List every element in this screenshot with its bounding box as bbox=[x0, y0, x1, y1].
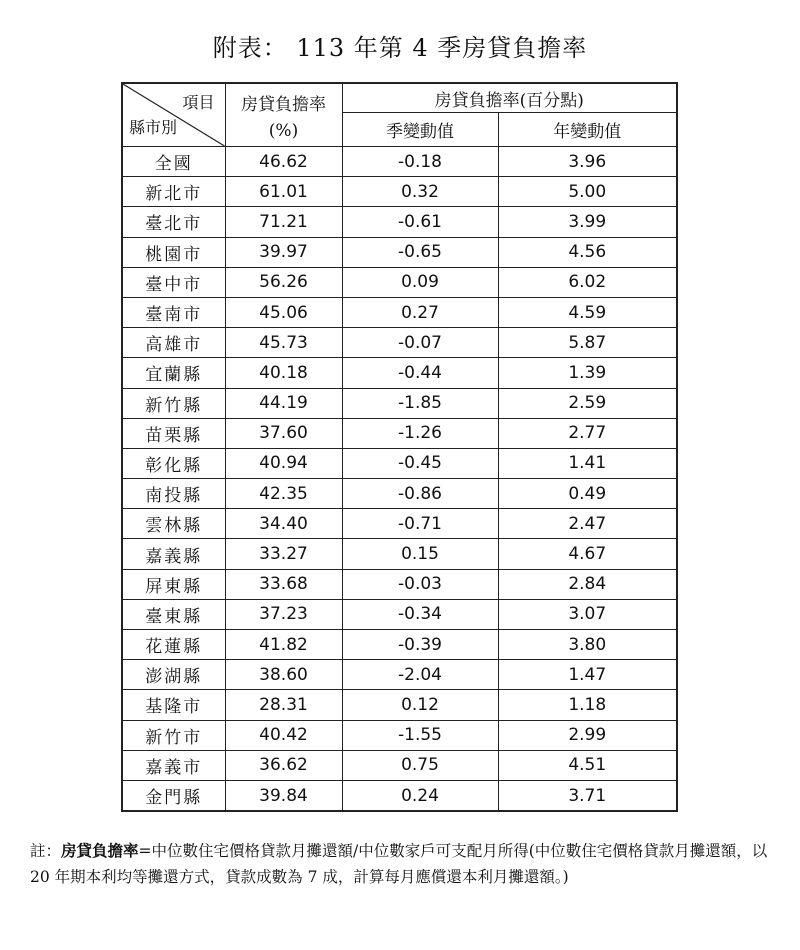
rate-cell: 45.73 bbox=[225, 328, 342, 358]
footnote bbox=[30, 838, 775, 890]
table-body bbox=[122, 147, 677, 812]
region-cell: 屏東縣 bbox=[122, 569, 225, 599]
region-cell: 新竹縣 bbox=[122, 388, 225, 418]
table-row bbox=[122, 690, 677, 720]
yoy-cell: 1.39 bbox=[498, 358, 677, 388]
region-cell: 宜蘭縣 bbox=[122, 358, 225, 388]
table-row bbox=[122, 630, 677, 660]
rate-cell: 38.60 bbox=[225, 660, 342, 690]
region-cell: 新北市 bbox=[122, 177, 225, 207]
table-row bbox=[122, 358, 677, 388]
rate-cell: 33.27 bbox=[225, 539, 342, 569]
region-cell: 高雄市 bbox=[122, 328, 225, 358]
qoq-cell: -0.18 bbox=[342, 147, 498, 177]
region-cell: 嘉義市 bbox=[122, 750, 225, 780]
rate-cell: 34.40 bbox=[225, 509, 342, 539]
qoq-cell: -0.03 bbox=[342, 569, 498, 599]
qoq-cell: 0.09 bbox=[342, 267, 498, 297]
qoq-cell: -0.45 bbox=[342, 448, 498, 478]
header-rate bbox=[225, 83, 342, 147]
qoq-cell: -0.71 bbox=[342, 509, 498, 539]
region-cell: 新竹市 bbox=[122, 720, 225, 750]
table-row bbox=[122, 509, 677, 539]
region-cell: 澎湖縣 bbox=[122, 660, 225, 690]
region-cell: 臺北市 bbox=[122, 207, 225, 237]
footnote-term: 房貸負擔率 bbox=[61, 841, 139, 860]
yoy-cell: 6.02 bbox=[498, 267, 677, 297]
header-change-label: 房貸負擔率(百分點) bbox=[342, 83, 677, 113]
table-row bbox=[122, 177, 677, 207]
yoy-cell: 2.47 bbox=[498, 509, 677, 539]
qoq-cell: -1.55 bbox=[342, 720, 498, 750]
region-cell: 南投縣 bbox=[122, 479, 225, 509]
region-cell: 臺東縣 bbox=[122, 599, 225, 629]
table-row bbox=[122, 569, 677, 599]
region-cell: 花蓮縣 bbox=[122, 630, 225, 660]
yoy-cell: 1.47 bbox=[498, 660, 677, 690]
rate-cell: 56.26 bbox=[225, 267, 342, 297]
header-rate-unit: (%) bbox=[268, 120, 299, 141]
table-row bbox=[122, 599, 677, 629]
yoy-cell: 3.71 bbox=[498, 780, 677, 811]
footnote-text: =中位數住宅價格貸款月攤還額/中位數家戶可支配月所得(中位數住宅價格貸款月攤還額，以 20 年期本利均等攤還方式，貸款成數為 7 成，計算每月應償還本利月攤還額。) bbox=[30, 842, 768, 886]
qoq-cell: 0.75 bbox=[342, 750, 498, 780]
table-row bbox=[122, 147, 677, 177]
rate-cell: 61.01 bbox=[225, 177, 342, 207]
yoy-cell: 4.56 bbox=[498, 237, 677, 267]
yoy-cell: 3.07 bbox=[498, 599, 677, 629]
qoq-cell: -0.61 bbox=[342, 207, 498, 237]
yoy-cell: 2.99 bbox=[498, 720, 677, 750]
rate-cell: 37.23 bbox=[225, 599, 342, 629]
header-rate-label: 房貸負擔率 bbox=[241, 94, 326, 115]
table-row bbox=[122, 479, 677, 509]
mortgage-burden-table bbox=[121, 82, 678, 812]
yoy-cell: 4.67 bbox=[498, 539, 677, 569]
rate-cell: 37.60 bbox=[225, 418, 342, 448]
rate-cell: 39.84 bbox=[225, 780, 342, 811]
yoy-cell: 1.41 bbox=[498, 448, 677, 478]
qoq-cell: -0.44 bbox=[342, 358, 498, 388]
yoy-cell: 2.59 bbox=[498, 388, 677, 418]
rate-cell: 28.31 bbox=[225, 690, 342, 720]
region-cell: 臺南市 bbox=[122, 297, 225, 327]
rate-cell: 33.68 bbox=[225, 569, 342, 599]
region-cell: 桃園市 bbox=[122, 237, 225, 267]
rate-cell: 44.19 bbox=[225, 388, 342, 418]
qoq-cell: -1.26 bbox=[342, 418, 498, 448]
table-row bbox=[122, 750, 677, 780]
rate-cell: 40.18 bbox=[225, 358, 342, 388]
table-row bbox=[122, 780, 677, 811]
yoy-cell: 4.59 bbox=[498, 297, 677, 327]
rate-cell: 45.06 bbox=[225, 297, 342, 327]
region-cell: 金門縣 bbox=[122, 780, 225, 811]
yoy-cell: 3.96 bbox=[498, 147, 677, 177]
table-row bbox=[122, 448, 677, 478]
qoq-cell: 0.24 bbox=[342, 780, 498, 811]
yoy-cell: 3.99 bbox=[498, 207, 677, 237]
qoq-cell: -0.34 bbox=[342, 599, 498, 629]
rate-cell: 71.21 bbox=[225, 207, 342, 237]
rate-cell: 42.35 bbox=[225, 479, 342, 509]
table-row bbox=[122, 418, 677, 448]
yoy-cell: 3.80 bbox=[498, 630, 677, 660]
qoq-cell: -0.65 bbox=[342, 237, 498, 267]
qoq-cell: 0.12 bbox=[342, 690, 498, 720]
header-yoy-label: 年變動值 bbox=[498, 113, 677, 147]
rate-cell: 40.94 bbox=[225, 448, 342, 478]
qoq-cell: -0.07 bbox=[342, 328, 498, 358]
rate-cell: 36.62 bbox=[225, 750, 342, 780]
region-cell: 彰化縣 bbox=[122, 448, 225, 478]
rate-cell: 39.97 bbox=[225, 237, 342, 267]
table-row bbox=[122, 237, 677, 267]
qoq-cell: -0.86 bbox=[342, 479, 498, 509]
region-cell: 嘉義縣 bbox=[122, 539, 225, 569]
rate-cell: 46.62 bbox=[225, 147, 342, 177]
qoq-cell: 0.27 bbox=[342, 297, 498, 327]
table-row bbox=[122, 297, 677, 327]
table-row bbox=[122, 267, 677, 297]
yoy-cell: 2.84 bbox=[498, 569, 677, 599]
region-cell: 雲林縣 bbox=[122, 509, 225, 539]
header-qoq-label: 季變動值 bbox=[342, 113, 498, 147]
page-title: 附表： 113 年第 4 季房貸負擔率 bbox=[212, 34, 588, 62]
yoy-cell: 4.51 bbox=[498, 750, 677, 780]
table-row bbox=[122, 720, 677, 750]
region-cell: 基隆市 bbox=[122, 690, 225, 720]
footnote-prefix: 註： bbox=[30, 842, 62, 860]
qoq-cell: 0.15 bbox=[342, 539, 498, 569]
table-row bbox=[122, 328, 677, 358]
yoy-cell: 5.87 bbox=[498, 328, 677, 358]
qoq-cell: -0.39 bbox=[342, 630, 498, 660]
rate-cell: 40.42 bbox=[225, 720, 342, 750]
region-cell: 苗栗縣 bbox=[122, 418, 225, 448]
table-row bbox=[122, 660, 677, 690]
yoy-cell: 5.00 bbox=[498, 177, 677, 207]
table-row bbox=[122, 539, 677, 569]
region-cell: 全國 bbox=[122, 147, 225, 177]
qoq-cell: -2.04 bbox=[342, 660, 498, 690]
yoy-cell: 2.77 bbox=[498, 418, 677, 448]
rate-cell: 41.82 bbox=[225, 630, 342, 660]
qoq-cell: 0.32 bbox=[342, 177, 498, 207]
header-item-label: 項目 bbox=[182, 93, 215, 112]
table-row bbox=[122, 388, 677, 418]
qoq-cell: -1.85 bbox=[342, 388, 498, 418]
region-cell: 臺中市 bbox=[122, 267, 225, 297]
yoy-cell: 1.18 bbox=[498, 690, 677, 720]
yoy-cell: 0.49 bbox=[498, 479, 677, 509]
table-row bbox=[122, 207, 677, 237]
header-corner-cell bbox=[122, 83, 225, 147]
header-region-label: 縣市別 bbox=[129, 118, 178, 137]
